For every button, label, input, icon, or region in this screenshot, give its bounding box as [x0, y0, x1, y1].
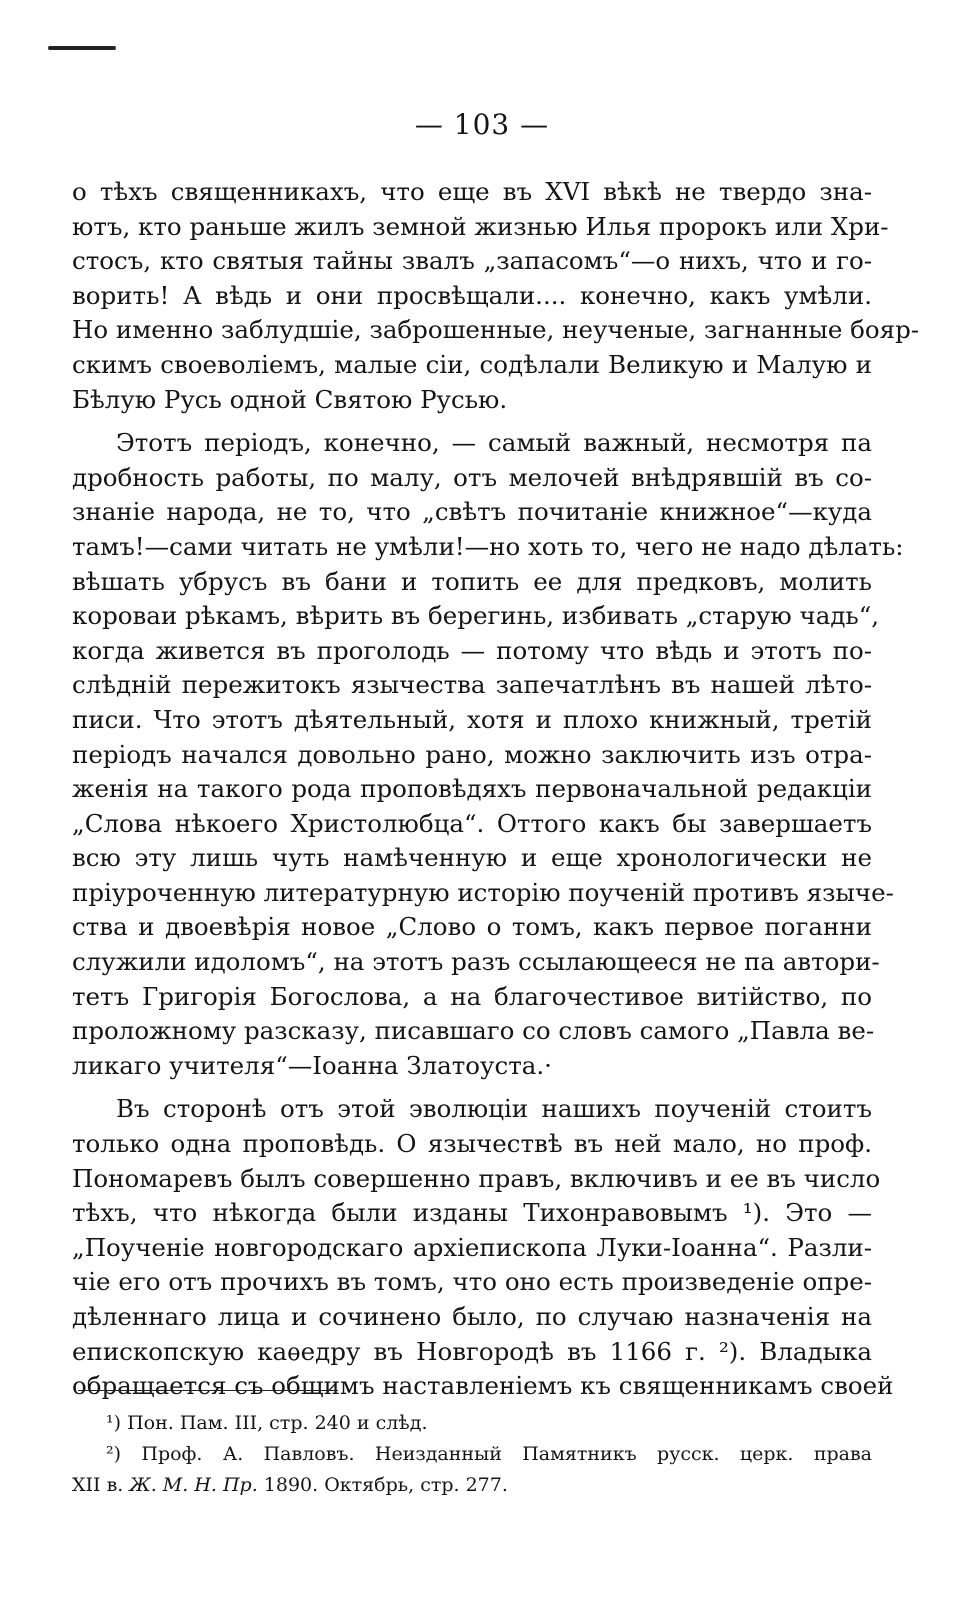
text-line: писи. Что этотъ дѣятельный, хотя и плохо книжный, третій: [72, 704, 872, 734]
text-line: обращается съ общимъ наставленіемъ къ священникамъ своей: [72, 1371, 894, 1401]
text-line: періодъ начался довольно рано, можно заключить изъ отра-: [72, 739, 872, 769]
text-line: проложному разсказу, писавшаго со словъ самого „Павла ве-: [72, 1016, 875, 1046]
text-line: короваи рѣкамъ, вѣрить въ берегинь, избивать „старую чадь“,: [72, 601, 880, 631]
text-line: тетъ Григорія Богослова, а на благочестивое витійство, по: [72, 981, 872, 1011]
text-line: ликаго учителя“—Іоанна Златоуста.·: [72, 1050, 552, 1080]
text-line: дѣленнаго лица и сочинено было, по случаю назначенія на: [72, 1302, 872, 1331]
text-line: пріуроченную литературную исторію поученій противъ языче-: [72, 877, 894, 907]
footnote-2-ref-end: 1890. Октябрь, стр. 277.: [257, 1474, 508, 1496]
footnote-2-journal: Ж. М. Н. Пр.: [129, 1474, 258, 1496]
corner-ink-mark: [48, 46, 116, 50]
text-line: „Слова нѣкоего Христолюбца“. Оттого какъ бы завершаетъ: [72, 808, 872, 838]
text-line: Въ сторонѣ отъ этой эволюціи нашихъ поученій стоитъ: [116, 1094, 872, 1124]
text-line: чіе его отъ прочихъ въ томъ, что оно есть произведеніе опре-: [72, 1267, 872, 1297]
text-line: Пономаревъ былъ совершенно правъ, включивъ и ее въ число: [72, 1163, 881, 1193]
text-line: скимъ своеволіемъ, малые сіи, содѣлали Великую и Малую и: [72, 349, 872, 379]
body-text: [72, 175, 920, 1404]
text-line: только одна проповѣдь. О язычествѣ въ ней мало, но проф.: [72, 1129, 872, 1159]
paragraph-2: [72, 426, 904, 1083]
text-line: служили идоломъ“, на этотъ разъ ссылающееся не па автори-: [72, 947, 880, 977]
paragraph-1: [72, 175, 920, 417]
text-line: когда живется въ проголодь — потому что вѣдь и этотъ по-: [72, 635, 872, 665]
text-line: женія на такого рода проповѣдяхъ первоначальной редакціи: [72, 774, 872, 804]
text-line: дробность работы, по малу, отъ мелочей внѣдрявшій въ со-: [72, 462, 872, 492]
footnote-2-ref-start: XII в.: [72, 1474, 130, 1496]
text-line: ворить! А вѣдь и они просвѣщали.... конечно, какъ умѣли.: [72, 280, 872, 310]
text-line: знаніе народа, не то, что „свѣтъ почитаніе книжное“—куда: [72, 497, 872, 527]
text-line: епископскую каѳедру въ Новгородѣ въ 1166 г. ²). Владыка: [72, 1336, 872, 1366]
text-line: „Поученіе новгородскаго архіепископа Луки-Іоанна“. Разли-: [72, 1232, 872, 1262]
text-line: Этотъ періодъ, конечно, — самый важный, несмотря па: [116, 428, 872, 458]
text-line: слѣдній пережитокъ язычества запечатлѣнъ въ нашей лѣто-: [72, 670, 872, 700]
footnote-2-line-1: ²) Проф. А. Павловъ. Неизданный Памятникъ русск. церк. права: [106, 1443, 872, 1465]
text-line: тамъ!—сами читать не умѣли!—но хоть то, чего не надо дѣлать:: [72, 531, 904, 561]
text-line: всю эту лишь чуть намѣченную и еще хронологически не: [72, 843, 872, 873]
text-line: ютъ, кто раньше жилъ земной жизнью Илья пророкъ или Хри-: [72, 211, 889, 241]
footnotes: [72, 1408, 872, 1501]
footnote-1: ¹) Пон. Пам. III, стр. 240 и слѣд.: [106, 1412, 428, 1434]
text-line: стосъ, кто святыя тайны звалъ „запасомъ“—о нихъ, что и го-: [72, 246, 872, 276]
text-line: вѣшать убрусъ въ бани и топить ее для предковъ, молить: [72, 566, 872, 596]
text-line: о тѣхъ священникахъ, что еще въ XVI вѣкѣ не твердо зна-: [72, 177, 872, 206]
footnote-separator: [78, 1390, 338, 1391]
page-number: — 103 —: [414, 108, 550, 141]
footnote-2-line-2: [72, 1470, 872, 1501]
text-line: Но именно заблудшіе, заброшенные, неученые, загнанные бояр-: [72, 315, 920, 345]
text-line: тѣхъ, что нѣкогда были изданы Тихонравовымъ ¹). Это —: [72, 1198, 872, 1228]
text-line: Бѣлую Русь одной Святою Русью.: [72, 384, 508, 414]
paragraph-3: [72, 1092, 894, 1403]
text-line: ства и двоевѣрія новое „Слово о томъ, какъ первое поганни: [72, 912, 872, 942]
